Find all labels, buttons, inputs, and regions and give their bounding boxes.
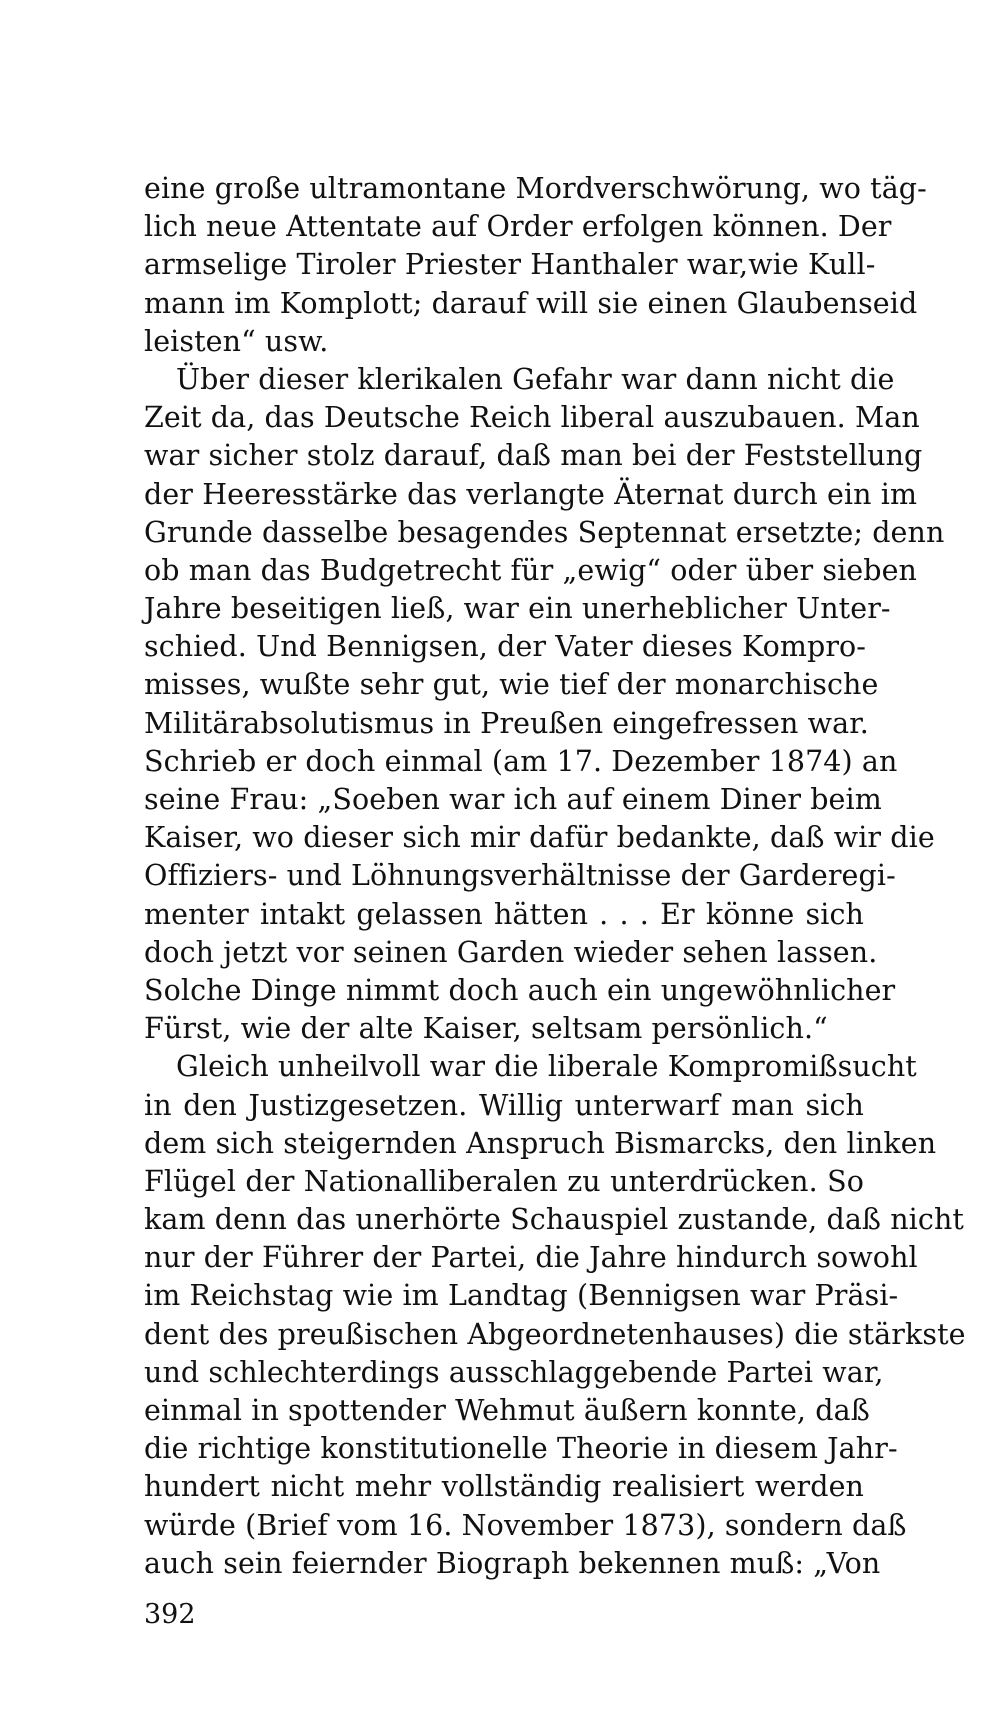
text-line: auch sein feiernder Biograph bekennen muß: „Von [144,1546,881,1580]
text-line: Solche Dinge nimmt doch auch ein ungewöhnlicher [144,973,896,1007]
text-line: Kaiser, wo dieser sich mir dafür bedankte, daß wir die [144,821,935,855]
text-line: Gleich unheilvoll war die liberale Kompromißsucht [176,1050,917,1084]
text-line: dent des preußischen Abgeordnetenhauses) die stärkste [144,1317,966,1351]
text-line: misses, wußte sehr gut, wie tief der monarchische [144,668,879,702]
text-line: hundert nicht mehr vollständig realisiert werden [144,1470,864,1504]
text-line: Militärabsolutismus in Preußen eingefressen war. [144,706,869,740]
text-line: und schlechterdings ausschlaggebende Partei war, [144,1355,884,1389]
text-line: einmal in spottender Wehmut äußern konnte, daß [144,1394,870,1427]
paragraph [144,1048,966,1583]
text-line: schied. Und Bennigsen, der Vater dieses Kompro- [144,630,867,664]
text-line: der Heeresstärke das verlangte Äternat durch ein im [144,477,918,511]
text-line: im Reichstag wie im Landtag (Bennigsen war Präsi- [144,1279,899,1313]
text-line: Grunde dasselbe besagendes Septennat ersetzte; denn [144,515,945,549]
text-line: war sicher stolz darauf, daß man bei der Feststellung [144,439,923,473]
paragraph [144,170,927,361]
text-line: lich neue Attentate auf Order erfolgen können. Der [144,210,892,244]
body-text [144,170,966,1583]
text-line: eine große ultramontane Mordverschwörung, wo täg- [144,172,927,205]
text-line: in den Justizgesetzen. Willig unterwarf man sich [144,1088,864,1122]
text-line: ob man das Budgetrecht für „ewig“ oder über sieben [144,553,918,587]
page-number: 392 [144,1599,196,1630]
text-line: kam denn das unerhörte Schauspiel zustande, daß nicht [144,1203,964,1237]
text-line: seine Frau: „Soeben war ich auf einem Diner beim [144,783,882,816]
text-line: die richtige konstitutionelle Theorie in diesem Jahr- [144,1432,898,1466]
text-line: doch jetzt vor seinen Garden wieder sehen lassen. [144,935,878,969]
text-line: dem sich steigernden Anspruch Bismarcks, den linken [144,1126,937,1160]
paragraph [144,361,945,1048]
text-line: Flügel der Nationalliberalen zu unterdrücken. So [144,1164,864,1198]
text-line: Offiziers- und Löhnungsverhältnisse der Garderegi- [144,859,896,893]
text-line: Schrieb er doch einmal (am 17. Dezember 1874) an [144,744,898,778]
text-line: Zeit da, das Deutsche Reich liberal auszubauen. Man [144,401,920,435]
text-line: menter intakt gelassen hätten . . . Er könne sich [144,897,864,931]
text-line: mann im Komplott; darauf will sie einen Glaubenseid [144,286,918,320]
text-line: würde (Brief vom 16. November 1873), sondern daß [144,1508,907,1542]
text-line: Fürst, wie der alte Kaiser, seltsam persönlich.“ [144,1012,828,1046]
text-line: Über dieser klerikalen Gefahr war dann nicht die [176,362,895,396]
text-line: nur der Führer der Partei, die Jahre hindurch sowohl [144,1241,918,1275]
text-line: armselige Tiroler Priester Hanthaler war,wie Kull- [144,248,876,282]
text-line: Jahre beseitigen ließ, war ein unerheblicher Unter- [144,592,891,626]
text-line: leisten“ usw. [144,324,329,358]
